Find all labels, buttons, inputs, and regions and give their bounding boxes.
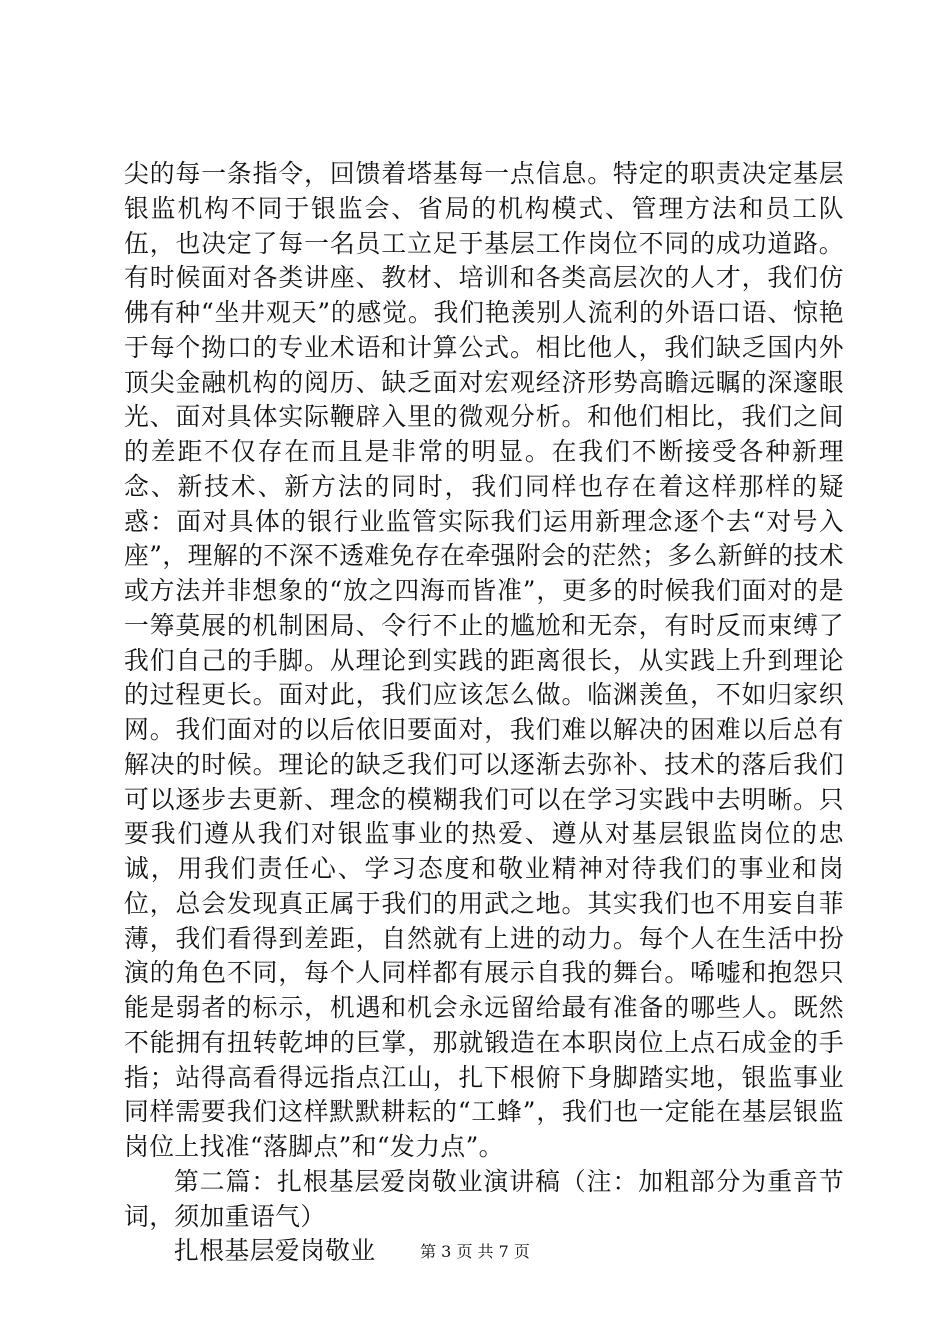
document-body [124,157,844,1269]
body-paragraph: 尖的每一条指令，回馈着塔基每一点信息。特定的职责决定基层银监机构不同于银监会、省局的机构模式、管理方法和员工队伍，也决定了每一名员工立足于基层工作岗位不同的成功道路。有时候面对各类讲座、教材、培训和各类高层次的人才，我们仿佛有种“坐井观天”的感觉。我们艳羡别人流利的外语口语、惊艳于每个拗口的专业术语和计算公式。相比他人，我们缺乏国内外顶尖金融机构的阅历、缺乏面对宏观经济形势高瞻远瞩的深邃眼光、面对具体实际鞭辟入里的微观分析。和他们相比，我们之间的差距不仅存在而且是非常的明显。在我们不断接受各种新理念、新技术、新方法的同时，我们同样也存在着这样那样的疑惑：面对具体的银行业监管实际我们运用新理念逐个去“对号入座”，理解的不深不透难免存在牵强附会的茫然；多么新鲜的技术或方法并非想象的“放之四海而皆准”，更多的时候我们面对的是一筹莫展的机制困局、令行不止的尴尬和无奈，有时反而束缚了我们自己的手脚。从理论到实践的距离很长，从实践上升到理论的过程更长。面对此，我们应该怎么做。临渊羡鱼，不如归家织网。我们面对的以后依旧要面对，我们难以解决的困难以后总有解决的时候。理论的缺乏我们可以逐渐去弥补、技术的落后我们可以逐步去更新、理念的模糊我们可以在学习实践中去明晰。只要我们遵从我们对银监事业的热爱、遵从对基层银监岗位的忠诚，用我们责任心、学习态度和敬业精神对待我们的事业和岗位，总会发现真正属于我们的用武之地。其实我们也不用妄自菲薄，我们看得到差距，自然就有上进的动力。每个人在生活中扮演的角色不同，每个人同样都有展示自我的舞台。唏嘘和抱怨只能是弱者的标示，机遇和机会永远留给最有准备的哪些人。既然不能拥有扭转乾坤的巨掌，那就锻造在本职岗位上点石成金的手指；站得高看得远指点江山，扎下根俯下身脚踏实地，银监事业同样需要我们这样默默耕耘的“工蜂”，我们也一定能在基层银监岗位上找准“落脚点”和“发力点”。 [124,159,844,1161]
page-footer: 第 3 页 共 7 页 [420,1242,530,1261]
section-heading-line: 第二篇：扎根基层爱岗敬业演讲稿（注：加粗部分为重音节词，须加重语气） [124,1166,844,1231]
speech-title: 扎根基层爱岗敬业 [174,1236,376,1266]
